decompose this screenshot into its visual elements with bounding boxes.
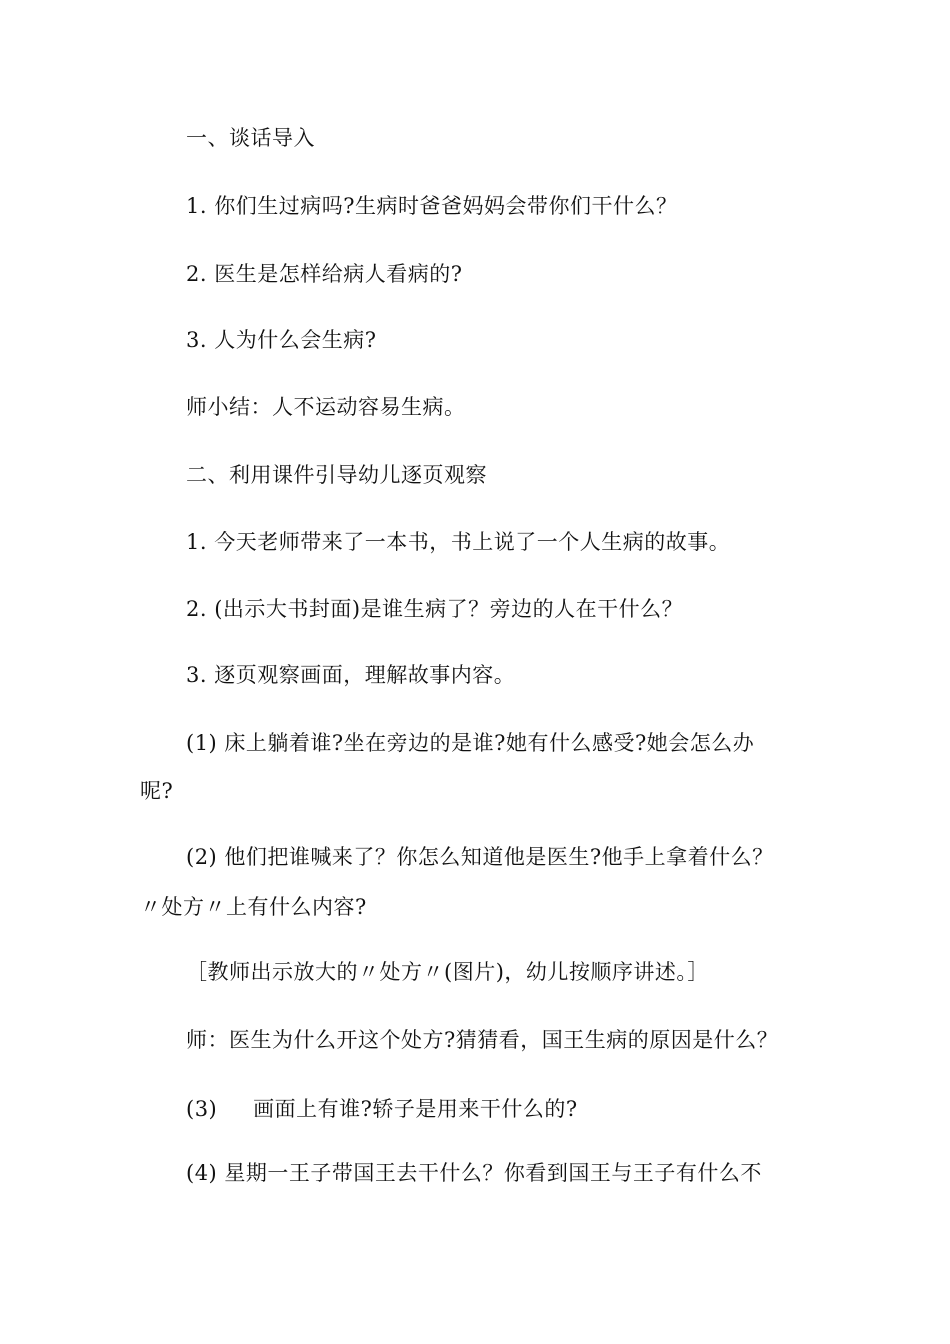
paragraph: 2. (出示大书封面)是谁生病了？旁边的人在干什么？ bbox=[186, 597, 684, 621]
paragraph: (2) 他们把谁喊来了？你怎么知道他是医生?他手上拿着什么？ bbox=[186, 845, 774, 869]
paragraph: (3) 画面上有谁?轿子是用来干什么的? bbox=[186, 1097, 578, 1121]
paragraph: 1. 你们生过病吗?生病时爸爸妈妈会带你们干什么？ bbox=[186, 194, 678, 218]
paragraph: 3. 逐页观察画面，理解故事内容。 bbox=[186, 663, 516, 687]
section-heading: 二、利用课件引导幼儿逐页观察 bbox=[186, 463, 487, 487]
paragraph-continuation: 〃处方〃上有什么内容? bbox=[140, 895, 367, 919]
paragraph: 师：医生为什么开这个处方?猜猜看，国王生病的原因是什么？ bbox=[186, 1028, 779, 1052]
paragraph: 2. 医生是怎样给病人看病的? bbox=[186, 262, 463, 286]
section-heading: 一、谈话导入 bbox=[186, 126, 315, 150]
paragraph-continuation: 呢? bbox=[140, 779, 174, 803]
paragraph: ［教师出示放大的〃处方〃(图片)，幼儿按顺序讲述。］ bbox=[186, 960, 709, 984]
paragraph: 师小结：人不运动容易生病。 bbox=[186, 395, 466, 419]
paragraph: 1. 今天老师带来了一本书，书上说了一个人生病的故事。 bbox=[186, 530, 731, 554]
paragraph: (4) 星期一王子带国王去干什么？你看到国王与王子有什么不 bbox=[186, 1161, 762, 1185]
paragraph: (1) 床上躺着谁?坐在旁边的是谁?她有什么感受?她会怎么办 bbox=[186, 731, 755, 755]
paragraph: 3. 人为什么会生病? bbox=[186, 328, 377, 352]
